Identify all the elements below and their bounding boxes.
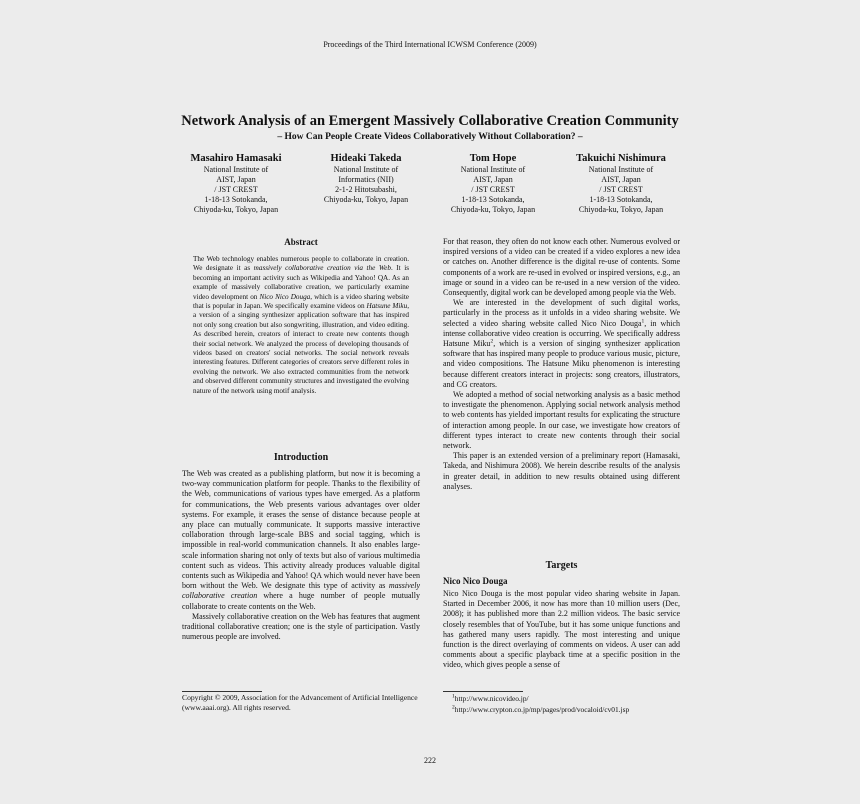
author-affiliation-line: Chiyoda-ku, Tokyo, Japan [578, 205, 664, 214]
abstract-text-run: The Web technology enables numerous people to collaborate in creation. We designate it as [193, 255, 409, 273]
introduction-heading: Introduction [273, 452, 329, 463]
author-block [178, 152, 682, 222]
footnote-marker: 2 [490, 338, 494, 345]
right-paragraph-1: For that reason, they often do not know each other. Numerous evolved or inspired versions of a video can be created if a video explores a new idea or catches on. Another difference is the digital re-use of contents. Some components of a work are re-used in evolved or inspired versions, e.g., an image or sound in a video can be re-used in a new version of the video. Consequently, digital work can be developed among people via the Web. [443, 237, 680, 298]
author-affiliation-line: / JST CREST [599, 185, 643, 194]
introduction-text [182, 469, 420, 642]
footnote-number: 2 [452, 704, 455, 711]
footnote-url[interactable]: http://www.nicovideo.jp/ [454, 694, 529, 703]
targets-heading: Targets [545, 560, 578, 571]
footnote-rule [182, 691, 262, 692]
author-affiliation-line: 1-18-13 Sotokanda, [204, 195, 268, 204]
abstract-emphasis: massively collaborative creation via the Web [253, 264, 391, 273]
intro-emphasis: massively collaborative creation [182, 581, 420, 601]
right-column-text [443, 237, 680, 492]
author-affiliation-line: Chiyoda-ku, Tokyo, Japan [193, 205, 279, 214]
author-name: Hideaki Takeda [330, 153, 402, 164]
copyright-notice: Copyright © 2009, Association for the Advancement of Artificial Intelligence (www.aaai.org). All rights reserved. [182, 693, 418, 712]
abstract-emphasis: Nico Nico Douga [259, 292, 311, 301]
targets-text [443, 589, 680, 671]
footnotes [452, 693, 680, 715]
footnote [452, 693, 680, 704]
abstract-heading: Abstract [284, 237, 318, 247]
footnote-marker: 1 [641, 317, 645, 324]
author-affiliation-line: AIST, Japan [473, 175, 513, 184]
abstract-text-run: , which is a video sharing website that is popular in Japan. We specifically examine videos on [193, 292, 410, 311]
author-affiliation-line: AIST, Japan [216, 175, 256, 184]
right-text-run: , which is a version of singing synthesizer application software that has inspired many people to produce various music, picture, and video compositions. The Hatsune Miku phenomenon is interesting because different creators interact in projects: song creators, illustrators, and CG creators. [443, 339, 680, 389]
nico-nico-douga-subheading: Nico Nico Douga [443, 576, 508, 586]
paper-title: Network Analysis of an Emergent Massively Collaborative Creation Community [181, 113, 679, 129]
abstract-text [193, 255, 409, 396]
author-affiliation-line: Informatics (NII) [338, 175, 394, 184]
abstract-emphasis: Hatsune Miku [366, 302, 408, 311]
footnote-number: 1 [452, 693, 455, 700]
footnote-url[interactable]: http://www.crypton.co.jp/mp/pages/prod/vocaloid/cv01.jsp [454, 705, 630, 714]
abstract-text-run: . It is becoming an important activity such as Wikipedia and Yahoo! QA. As an example of massively collaborative creation, we particularly examine video development on [193, 264, 409, 301]
author-4 [555, 152, 687, 215]
author-affiliation-line: AIST, Japan [601, 175, 641, 184]
author-name: Takuichi Nishimura [576, 153, 666, 164]
author-name: Tom Hope [469, 153, 517, 164]
page-number: 222 [424, 756, 436, 765]
running-head: Proceedings of the Third International ICWSM Conference (2009) [323, 40, 537, 49]
right-text-run: We are interested in the development of such digital works, particularly in the process as it unfolds in a video sharing website. We selected a video sharing website called Nico Nico Douga [443, 298, 680, 328]
author-3 [427, 152, 559, 215]
author-affiliation-line: National Institute of [460, 165, 526, 174]
right-paragraph-3: We adopted a method of social networking analysis as a basic method to investigate the phenomenon. Applying social network analysis method to web contents has yielded important results for explicating the structure of interaction among people. In our case, we investigate how creators of different types interact to create new contents through their social network. [443, 390, 680, 451]
author-affiliation-line: 1-18-13 Sotokanda, [461, 195, 525, 204]
author-affiliation-line: / JST CREST [214, 185, 258, 194]
abstract-text-run: , a version of a singing synthesizer application software that has inspired not only song creation but also songwriting, illustration, and video editing. As described herein, creators of interact to create new contents though their social network. We analyzed the process of developing thousands of videos based on creators' social networks. The social network reveals interesting features. Different categories of creators serve different roles in evolving the network. We also extracted communities from the network and observed different community structures and investigated the evolving nature of the network using motif analysis. [193, 302, 409, 395]
author-affiliation-line: National Institute of [588, 165, 654, 174]
intro-paragraph-2: Massively collaborative creation on the Web has features that augment traditional collaborative creation; one is the style of participation. Vastly numerous people are involved. [182, 611, 420, 642]
author-affiliation-line: National Institute of [203, 165, 269, 174]
right-text-run: , in which intense collaborative video creation is occurring. We specifically address Hatsune Miku [443, 318, 680, 349]
author-affiliation-line: / JST CREST [471, 185, 515, 194]
footnote [452, 704, 680, 715]
author-affiliation-line: 1-18-13 Sotokanda, [589, 195, 653, 204]
author-2 [300, 152, 432, 205]
intro-text-run: The Web was created as a publishing platform, but now it is becoming a two-way communication platform for people. Thanks to the flexibility of the Web, communications of various types have emerged. As a platform for communications, the Web presents various advantages over older systems. For example, it erases the sense of distance because people at any place can mutually communicate. It supports massive interactive collaboration through large-scale BBS and social tagging, which is impossible in real-world communication channels. It also enables large-scale information sharing not only of texts but also of various multimedia content such as videos. This activity already produces valuable digital contents such as Wikipedia and Yahoo! QA which would never have been born without the Web. We designate this type of activity as [182, 469, 420, 591]
author-affiliation-line: Chiyoda-ku, Tokyo, Japan [450, 205, 536, 214]
right-paragraph-4: This paper is an extended version of a preliminary report (Hamasaki, Takeda, and Nishimura 2008). We herein describe results of the analysis in greater detail, in addition to new results obtained using different analyses. [443, 451, 680, 491]
author-1 [170, 152, 302, 215]
targets-paragraph-1: Nico Nico Douga is the most popular video sharing website in Japan. Started in December 2006, it now has more than 10 million users (Dec, 2008); it has published more than 2.2 million videos. The basic service closely resembles that of YouTube, but it has some unique functions and has gathered many users rapidly. The most interesting and unique function is the direct overlaying of comments on videos. A user can add comments about a specific playback time at a specific position in the video, which gives people a sense of [443, 589, 680, 670]
footnote-rule [443, 691, 523, 692]
author-affiliation-line: 2-1-2 Hitotsubashi, [335, 185, 397, 194]
paper-subtitle: – How Can People Create Videos Collaboratively Without Collaboration? – [277, 132, 583, 142]
author-affiliation-line: National Institute of [333, 165, 399, 174]
author-affiliation-line: Chiyoda-ku, Tokyo, Japan [323, 195, 409, 204]
intro-text-run: where a huge number of people mutually collaborate to create contents on the Web. [182, 591, 420, 611]
author-name: Masahiro Hamasaki [190, 153, 282, 164]
